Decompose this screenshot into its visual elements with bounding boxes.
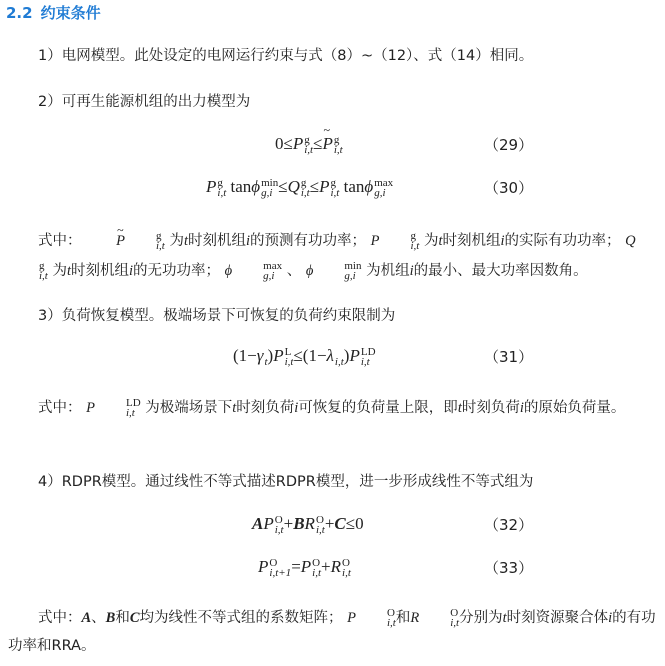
section-title: 约束条件 xyxy=(40,4,101,22)
equation-33-formula: P O i,t+1 =P O i,t +R O i,t xyxy=(258,557,351,580)
where-lead: 式中： xyxy=(38,400,82,416)
where-text: 和 xyxy=(395,610,411,626)
where-block-rdpr: 式中：A、B和C均为线性不等式组的系数矩阵； P O i,t 和R O i,t 分别为t时刻资源聚合体i的有功功率和RRA。 xyxy=(8,607,656,654)
equation-30-formula: P g i,t tanϕ min g,i ≤Q g i,t ≤P g i,t tanϕ max g,i xyxy=(206,177,394,200)
where-text: 均为线性不等式组的系数矩阵； xyxy=(139,610,343,626)
where-text: 、 xyxy=(286,263,302,279)
equation-29-number: （29） xyxy=(484,136,534,154)
paragraph-rdpr-model: 4）RDPR模型。通过线性不等式描述RDPR模型，进一步形成线性不等式组为 xyxy=(38,474,534,490)
equation-33-number: （33） xyxy=(484,559,534,577)
where-text: 可恢复的负荷量上限，即 xyxy=(298,400,458,416)
where-text: 为 xyxy=(169,233,184,249)
where-text: 时刻机组 xyxy=(71,263,130,279)
where-text: 时刻机组 xyxy=(187,233,246,249)
equation-32-number: （32） xyxy=(484,516,534,534)
paragraph-load-recovery: 3）负荷恢复模型。极端场景下可恢复的负荷约束限制为 xyxy=(38,308,396,324)
where-text: 时刻资源聚合体 xyxy=(506,610,609,626)
where-lead: 式中： xyxy=(38,610,82,626)
where-text: 的无功功率； xyxy=(133,263,221,279)
paragraph-grid-model: 1）电网模型。此处设定的电网运行约束与式（8）~（12）、式（14）相同。 xyxy=(38,48,534,64)
section-heading xyxy=(6,2,101,23)
where-text: 为机组 xyxy=(366,263,410,279)
where-block-load: 式中： P LD i,t 为极端场景下t时刻负荷i可恢复的负荷量上限，即t时刻负荷i的原始负荷量。 xyxy=(38,397,626,419)
equation-32 xyxy=(0,514,665,550)
equation-30 xyxy=(0,177,665,213)
where-text: 的有功功率和RRA。 xyxy=(8,610,656,654)
where-text: 时刻负荷 xyxy=(461,400,520,416)
where-text: 时刻机组 xyxy=(442,233,501,249)
where-text: 和 xyxy=(115,610,130,626)
where-block-renewable: 式中： ~ P g i,t 为t时刻机组i的预测有功功率； P g i,t 为t时刻机组i的实际有功功率； Q g i,t 为t时刻机组i的无功功率； ϕ max g,i 、 ϕ min g,i 为机组i的最小、最大功率因数角。 xyxy=(8,226,658,286)
where-text: 的实际有功功率； xyxy=(504,233,621,249)
equation-30-number: （30） xyxy=(484,179,534,197)
where-text: 的预测有功功率； xyxy=(250,233,367,249)
where-text: 为 xyxy=(423,233,439,249)
where-text: 时刻负荷 xyxy=(236,400,295,416)
where-text: 分别为 xyxy=(459,610,503,626)
where-text: 的最小、最大功率因数角。 xyxy=(413,263,588,279)
where-text: 的原始负荷量。 xyxy=(523,400,626,416)
equation-31 xyxy=(0,346,665,382)
equation-31-number: （31） xyxy=(484,348,534,366)
where-lead: 式中： xyxy=(38,233,82,249)
equation-32-formula: AP O i,t +BR O i,t +C≤0 xyxy=(252,514,364,537)
paragraph-renewable-output: 2）可再生能源机组的出力模型为 xyxy=(38,94,251,110)
section-number: 2.2 xyxy=(6,4,33,22)
equation-31-formula: (1−γ t )P L i,t ≤(1−λ i,t )P LD i,t xyxy=(233,346,376,369)
where-text: 为极端场景下 xyxy=(145,400,233,416)
equation-33 xyxy=(0,557,665,593)
equation-29 xyxy=(0,134,665,170)
where-text: 为 xyxy=(52,263,67,279)
equation-29-formula: 0≤P g i,t ≤~ P g i,t xyxy=(275,134,343,155)
